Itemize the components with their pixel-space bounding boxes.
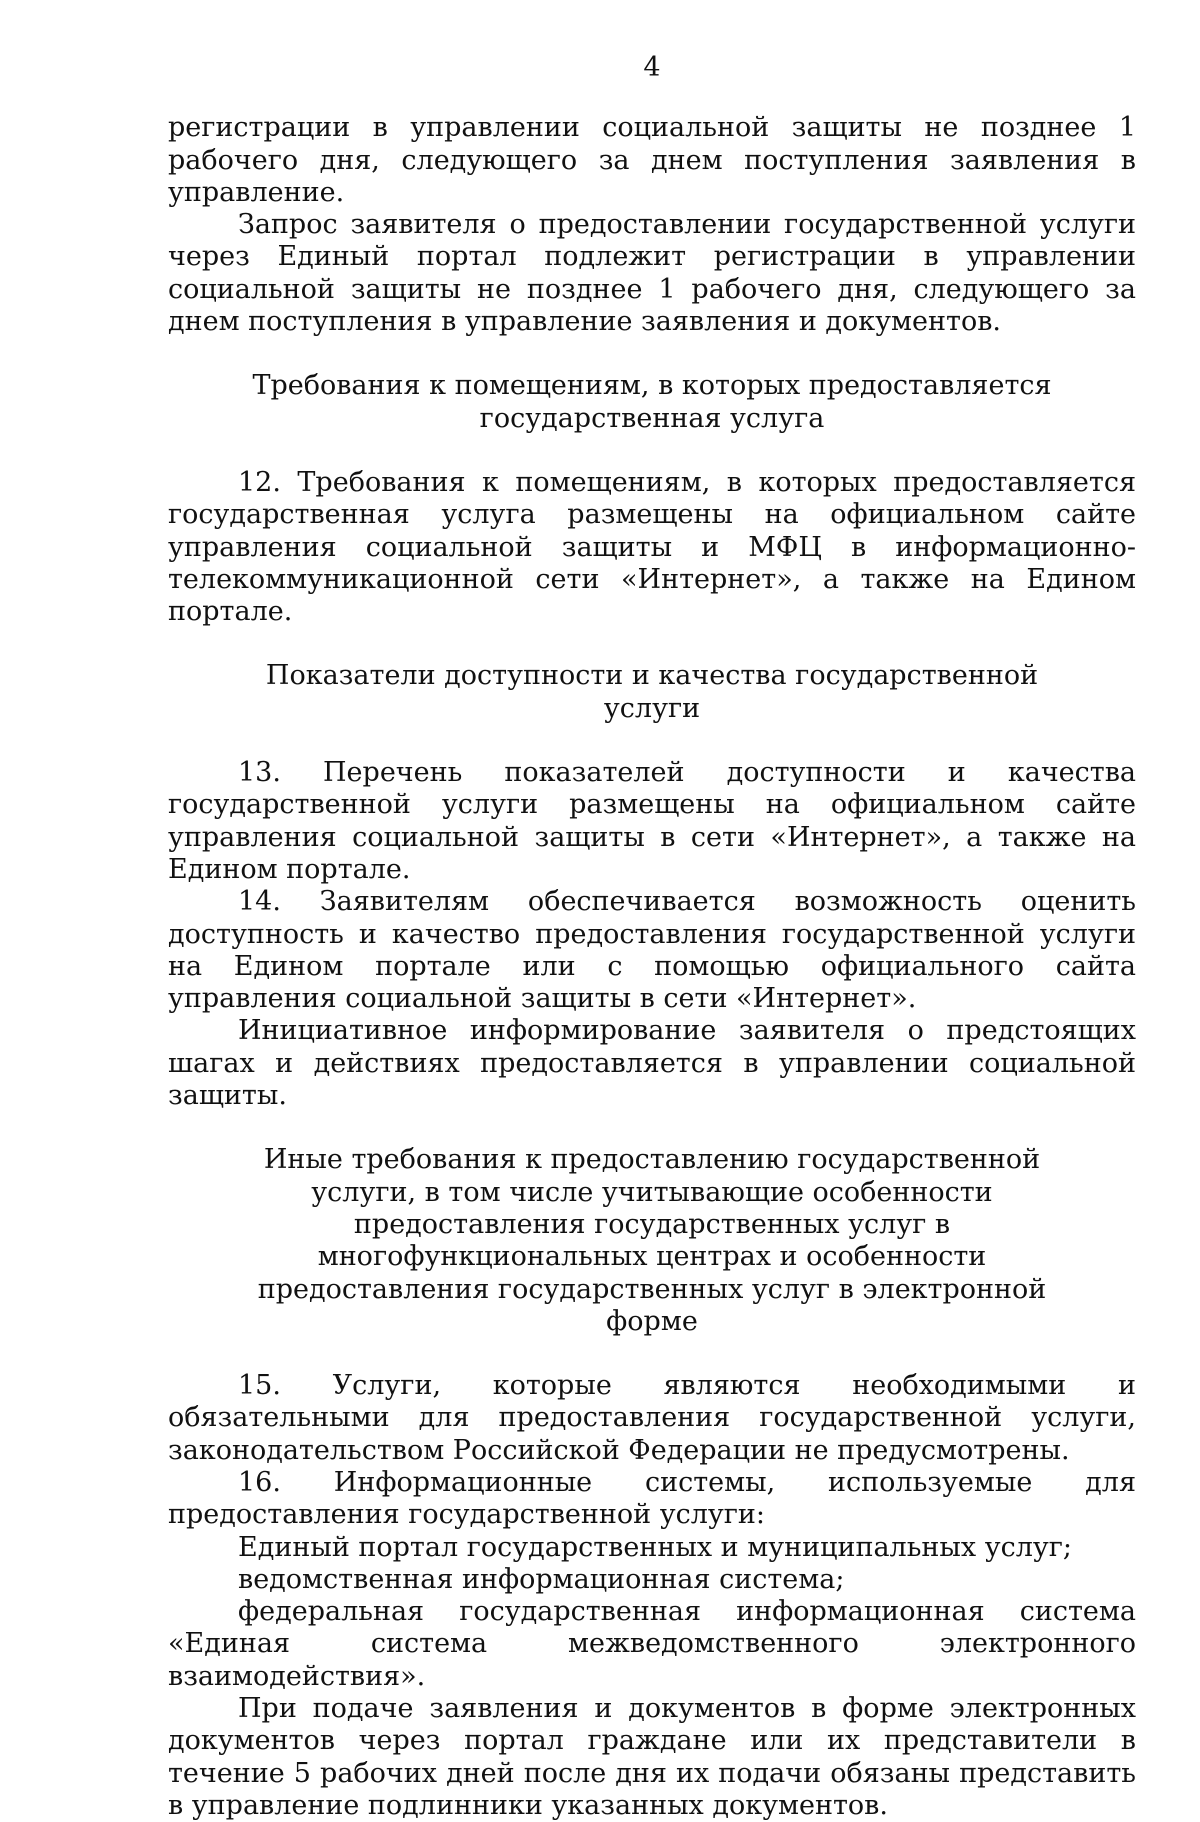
paragraph-originals-submission: При подаче заявления и документов в форме электронных документов через портал граждане или их представители в течение 5 рабочих дней после дня их подачи обязаны представить в управление подлинники указанных документов. [168,1693,1136,1821]
paragraph-item-14: 14. Заявителям обеспечивается возможность оценить доступность и качество предоставления государственной услуги на Едином портале или с помощью официального сайта управления социальной защиты в сети «Интернет». [168,886,1136,1015]
paragraph-proactive-informing: Инициативное информирование заявителя о предстоящих шагах и действиях предоставляется в управлении социальной защиты. [168,1015,1136,1112]
document-page [168,52,1136,1822]
list-item-departmental-system: ведомственная информационная система; [238,1563,845,1595]
paragraph-item-16: 16. Информационные системы, используемые для предоставления государственной услуги: [168,1466,1136,1531]
paragraph-registration-continuation: регистрации в управлении социальной защиты не позднее 1 рабочего дня, следующего за днем поступления заявления в управление. [168,112,1136,208]
list-item-federal-system: федеральная государственная информационная система «Единая система межведомственного электронного взаимодействия». [168,1596,1136,1692]
paragraph-portal-request: Запрос заявителя о предоставлении государственной услуги через Единый портал подлежит регистрации в управлении социальной защиты не позднее 1 рабочего дня, следующего за днем поступления в управление заявления и документов. [168,209,1136,338]
paragraph-item-15: 15. Услуги, которые являются необходимыми и обязательными для предоставления государственной услуги, законодательством Российской Федерации не предусмотрены. [168,1370,1136,1466]
section-heading-other-requirements: Иные требования к предоставлению государственной услуги, в том числе учитывающие особенности предоставления государственных услуг в многофункциональных центрах и особенности предоставления государственных услуг в электронной форме [257,1144,1047,1337]
list-item-single-portal: Единый портал государственных и муниципальных услуг; [238,1531,1072,1563]
paragraph-item-12: 12. Требования к помещениям, в которых предоставляется государственная услуга размещены на официальном сайте управления социальной защиты и МФЦ в информационно-телекоммуникационной сети «Интернет», а также на Едином портале. [168,466,1136,628]
section-heading-accessibility: Показатели доступности и качества государственной услуги [265,660,1039,724]
page-number: 4 [643,52,661,83]
section-heading-premises: Требования к помещениям, в которых предоставляется государственная услуга [252,370,1052,434]
paragraph-item-13: 13. Перечень показателей доступности и качества государственной услуги размещены на официальном сайте управления социальной защиты в сети «Интернет», а также на Едином портале. [168,757,1136,885]
